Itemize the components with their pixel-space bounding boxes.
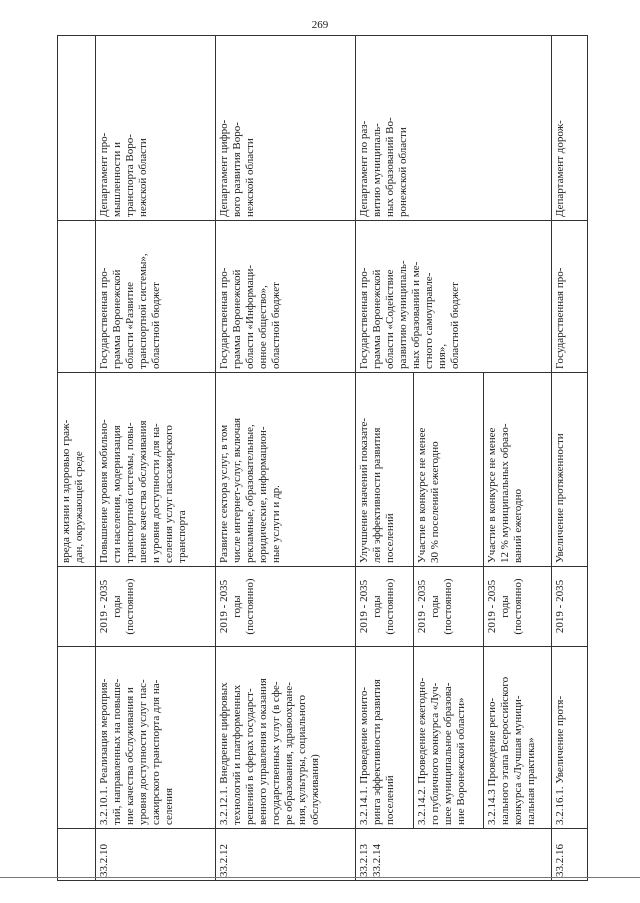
cell-line: ре образования, здравоохране-: [283, 682, 295, 825]
cell-line: Участие в конкурсе не менее: [416, 427, 428, 563]
code-cell: [96, 829, 216, 881]
period-cell: [216, 567, 356, 647]
cell-line: сти населения, модернизация: [111, 425, 123, 563]
period-cell: [552, 567, 588, 647]
cell-line: нального этапа Всероссийского: [499, 676, 511, 825]
program-cell: [552, 221, 588, 373]
cell-line: Государственная про-: [554, 267, 566, 369]
cell-line: годы: [371, 595, 383, 618]
cell-line: годы: [429, 595, 441, 618]
program-cell: [96, 221, 216, 373]
cell-line: 33.2.16: [554, 844, 566, 877]
cell-line: Улучшение значений показате-: [358, 417, 370, 563]
table-row: [356, 36, 414, 881]
cell-line: транспорта: [176, 510, 188, 563]
cell-line: (постоянно): [442, 578, 454, 635]
cell-line: 3.2.14.1. Проведение монито-: [358, 686, 370, 825]
cell-line: развитию муниципаль-: [397, 260, 409, 369]
cell-line: 3.2.14.2. Проведение ежегодно-: [416, 677, 428, 825]
cell-line: нежской области: [137, 138, 149, 217]
cell-line: тий, направленных на повыше-: [111, 678, 123, 825]
cell-line: 33.2.13: [358, 844, 370, 877]
cell-line: Департамент по раз-: [358, 120, 370, 217]
code-cell: [216, 829, 356, 881]
cell-line: Участие в конкурсе не менее: [486, 427, 498, 563]
cell-line: годы: [231, 595, 243, 618]
event-cell: [216, 647, 356, 829]
executor-cell: [356, 36, 552, 221]
cell-line: 30 % поселений ежегодно: [429, 441, 441, 563]
cell-line: обслуживания): [309, 754, 321, 825]
cell-line: (постоянно): [124, 578, 136, 635]
cell-line: 33.2.12: [218, 844, 230, 877]
table-row-continuation: [58, 36, 96, 881]
event-cell: [414, 647, 484, 829]
result-cell: [96, 373, 216, 567]
cell-line: областной бюджет: [449, 282, 461, 369]
cell-line: юридические, информацион-: [257, 426, 269, 563]
cell-line: шее муниципальное образова-: [442, 682, 454, 825]
cell-line: уровня доступности услуг пас-: [137, 679, 149, 825]
cell-line: области «Содействие: [384, 269, 396, 369]
cell-line: поселений: [384, 513, 396, 563]
executor-cell: [216, 36, 356, 221]
event-cell: [552, 647, 588, 829]
cell-line: рекламные, образовательные,: [244, 424, 256, 563]
cell-line: Департамент цифро-: [218, 119, 230, 217]
cell-line: (постоянно): [244, 578, 256, 635]
cell-line: Государственная про-: [358, 267, 370, 369]
cell-line: 33.2.10: [98, 844, 110, 877]
event-cell: [356, 647, 414, 829]
cell-line: вого развития Воро-: [231, 122, 243, 217]
cell-line: поселений: [384, 775, 396, 825]
executor-cell: [552, 36, 588, 221]
event-cell: [484, 647, 552, 829]
cell-line: го публичного конкурса «Луч-: [429, 682, 441, 825]
cell-line: ваний ежегодно: [512, 489, 524, 563]
cell-line: транспортной системы, повы-: [124, 422, 136, 563]
cell-line: областной бюджет: [270, 282, 282, 369]
cell-line: шение качества обслуживания: [137, 420, 149, 563]
cell-line: венного управления и оказания: [257, 678, 269, 825]
table-row: [552, 36, 588, 881]
cell-line: Департамент про-: [98, 132, 110, 217]
cell-line: ние качества обслуживания и: [124, 687, 136, 825]
executor-cell: [96, 36, 216, 221]
cell-line: грамма Воронежской: [231, 269, 243, 369]
cell-line: (постоянно): [512, 578, 524, 635]
cell-line: транспорта Воро-: [124, 134, 136, 217]
cell-line: и уровня доступности для на-: [150, 423, 162, 563]
cell-line: 2019 - 2035: [98, 579, 110, 634]
cell-line: дан, окружающей среде: [73, 451, 85, 563]
cell-line: области «Информаци-: [244, 264, 256, 369]
cell-line: витию муниципаль-: [371, 123, 383, 217]
cell-line: Департамент дорож-: [554, 120, 566, 217]
cell-line: ние Воронежской области»: [455, 697, 467, 825]
cell-line: ринга эффективности развития: [371, 679, 383, 825]
cell-line: ные услуги и др.: [270, 485, 282, 563]
cell-line: онное общество»,: [257, 285, 269, 369]
cell-line: 3.2.10.1. Реализация мероприя-: [98, 678, 110, 825]
cell-line: годы: [499, 595, 511, 618]
program-cell: [216, 221, 356, 373]
cell-line: 2019 - 2035: [554, 579, 566, 634]
period-cell: [356, 567, 414, 647]
cell-line: решений в сферах государст-: [244, 688, 256, 825]
cell-line: Государственная про-: [218, 267, 230, 369]
cell-line: селения: [163, 787, 175, 825]
page-number: 269: [311, 19, 329, 31]
cell-line: числе интернет-услуг, включая: [231, 417, 243, 563]
result-cell: [552, 373, 588, 567]
cell-line: ронежской области: [397, 127, 409, 217]
cell-line: 3.2.12.1. Внедрение цифровых: [218, 682, 230, 825]
cell-line: 2019 - 2035: [358, 579, 370, 634]
cell-line: области «Развитие: [124, 281, 136, 369]
cell-line: 33.2.14: [371, 844, 383, 877]
result-cell: [216, 373, 356, 567]
result-cell: [356, 373, 414, 567]
cell-line: (постоянно): [384, 578, 396, 635]
rotated-table-container: [57, 36, 582, 881]
cell-line: грамма Воронежской: [111, 269, 123, 369]
cell-line: пальная практика»: [525, 737, 537, 825]
cell-line: областной бюджет: [150, 282, 162, 369]
cell-line: ния»,: [436, 343, 448, 369]
cell-line: государственных услуг (в сфе-: [270, 681, 282, 825]
cell-line: 3.2.14.3 Проведение регио-: [486, 697, 498, 825]
cell-line: годы: [111, 595, 123, 618]
cell-line: ния, культуры, социального: [296, 695, 308, 825]
result-cell: [414, 373, 484, 567]
cell-line: ных образований Во-: [384, 117, 396, 217]
cell-line: нежской области: [244, 138, 256, 217]
cell-line: 2019 - 2035: [416, 579, 428, 634]
scan-edge-line: [0, 877, 640, 878]
cell-line: Увеличение протяженности: [554, 433, 566, 563]
cell-line: стного самоуправле-: [423, 272, 435, 369]
cell-line: 3.2.16.1. Увеличение протя-: [554, 695, 566, 825]
result-cell: [58, 373, 96, 567]
program-cell: [356, 221, 552, 373]
period-cell: [414, 567, 484, 647]
result-cell: [484, 373, 552, 567]
measures-table: [57, 35, 588, 881]
cell-line: Развитие сектора услуг, в том: [218, 424, 230, 563]
cell-line: мышленности и: [111, 142, 123, 217]
cell-line: Повышение уровня мобильно-: [98, 419, 110, 563]
table-row: [216, 36, 356, 881]
cell-line: лей эффективности развития: [371, 427, 383, 563]
cell-line: 12 % муниципальных образо-: [499, 423, 511, 563]
cell-line: 2019 - 2035: [218, 579, 230, 634]
period-cell: [96, 567, 216, 647]
cell-line: грамма Воронежской: [371, 269, 383, 369]
cell-line: ных образований и ме-: [410, 261, 422, 369]
cell-line: селения услуг пассажирского: [163, 425, 175, 563]
table-row: [96, 36, 216, 881]
period-cell: [484, 567, 552, 647]
cell-line: транспортной системы»,: [137, 253, 149, 369]
cell-line: сажирского транспорта для на-: [150, 679, 162, 825]
cell-line: вреда жизни и здоровью граж-: [60, 419, 72, 563]
cell-line: 2019 - 2035: [486, 579, 498, 634]
cell-line: Государственная про-: [98, 267, 110, 369]
code-cell: [356, 829, 552, 881]
code-cell: [552, 829, 588, 881]
event-cell: [96, 647, 216, 829]
cell-line: конкурса «Лучшая муници-: [512, 695, 524, 825]
cell-line: технологий и платформенных: [231, 684, 243, 825]
